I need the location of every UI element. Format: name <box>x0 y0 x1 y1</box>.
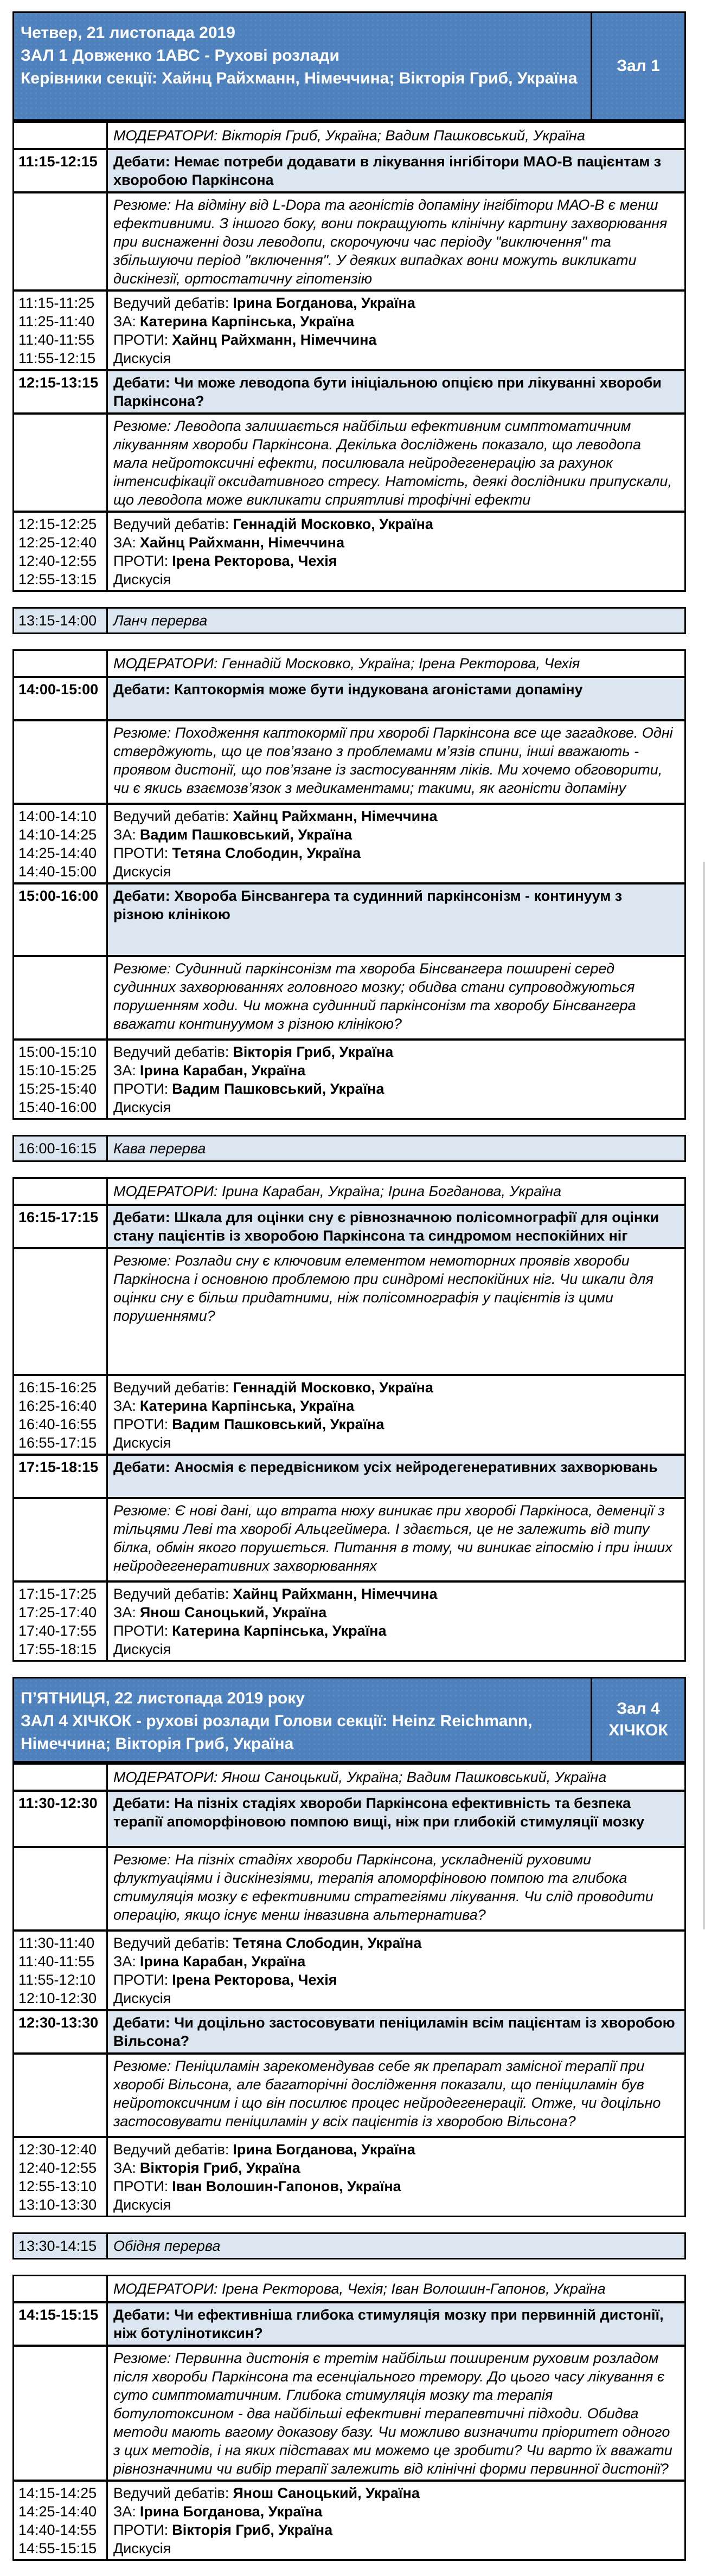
speaker-name: Катерина Карпінська, Україна <box>139 313 355 330</box>
debate-schedule-row <box>14 2136 684 2216</box>
role-label: Дискусія <box>113 350 171 366</box>
role-label: Ведучий дебатів: <box>113 808 229 824</box>
schedule-time: 14:00-14:10 <box>18 808 97 824</box>
schedule-entry <box>113 2177 676 2196</box>
speaker-name: Тетяна Слободин, Україна <box>172 845 361 861</box>
scrollbar-track[interactable] <box>703 862 705 1929</box>
debate-title-row <box>14 2009 684 2052</box>
schedule-entries <box>108 292 684 369</box>
speaker-name: Хайнц Райхманн, Німеччина <box>233 1586 438 1602</box>
schedule-time: 14:40-14:55 <box>18 2522 97 2538</box>
schedule-entry <box>113 1080 676 1098</box>
speaker-name: Геннадій Московко, Україна <box>233 516 433 532</box>
role-label: Ведучий дебатів: <box>113 516 229 532</box>
friday-afternoon-table <box>12 2275 686 2561</box>
schedule-time: 14:10-14:25 <box>18 827 97 843</box>
schedule-entry <box>113 2521 676 2539</box>
schedule-entry <box>113 807 676 825</box>
break-label: Кава перерва <box>113 1140 206 1157</box>
schedule-time: 11:30-11:40 <box>18 1935 95 1951</box>
schedule-time: 12:15-12:25 <box>18 516 97 532</box>
schedule-entry <box>113 2484 676 2502</box>
schedule-entries <box>108 1583 684 1660</box>
debate-title-row <box>14 1454 684 1497</box>
speaker-name: Ірина Карабан, Україна <box>139 1062 306 1079</box>
friday-hall-title: ЗАЛ 4 ХІЧКОК - рухові розлади Голови секції: Heinz Reichmann, Німеччина; Вікторія Гриб, Україна <box>21 1712 533 1753</box>
role-label: ПРОТИ: <box>113 2178 169 2194</box>
schedule-entry <box>113 1640 676 1658</box>
role-label: ПРОТИ: <box>113 1972 169 1988</box>
thursday-table <box>12 11 686 592</box>
schedule-entry <box>113 1934 676 1952</box>
schedule-time: 15:00-15:10 <box>18 1044 97 1060</box>
speaker-name: Тетяна Слободин, Україна <box>233 1935 422 1951</box>
schedule-times <box>14 1376 108 1454</box>
debate-title-row <box>14 676 684 719</box>
speaker-name: Вікторія Гриб, Україна <box>233 1044 394 1060</box>
schedule-time: 16:15-16:25 <box>18 1379 97 1396</box>
schedule-entry <box>113 331 676 349</box>
hall-badge: Зал 1 <box>591 13 684 119</box>
schedule-time: 11:15-11:25 <box>18 295 95 311</box>
speaker-name: Вікторія Гриб, Україна <box>139 2160 300 2176</box>
debate-schedule-row <box>14 1038 684 1118</box>
schedule-time: 14:55-15:15 <box>18 2540 97 2556</box>
thursday-section-chairs: Керівники секції: Хайнц Райхманн, Німеччина; Вікторія Гриб, Україна <box>21 69 578 87</box>
debate-time: 15:00-16:00 <box>14 885 108 955</box>
role-label: ЗА: <box>113 1398 136 1414</box>
schedule-entry <box>113 349 676 367</box>
friday-table <box>12 1677 686 2217</box>
schedule-time: 12:25-12:40 <box>18 534 97 551</box>
lunch-break-table <box>12 607 686 634</box>
schedule-time: 12:40-12:55 <box>18 2160 97 2176</box>
debate-summary-row <box>14 719 684 803</box>
empty-time-cell <box>14 193 108 289</box>
friday-header-text <box>14 1678 591 1761</box>
debate-time: 11:15-12:15 <box>14 150 108 191</box>
speaker-name: Хайнц Райхманн, Німеччина <box>172 332 377 348</box>
coffee-break-table <box>12 1135 686 1162</box>
schedule-entry <box>113 533 676 552</box>
debate-summary: Резюме: На відміну від L-Dopa та агоністів допаміну інгібітори МАО-В є менш ефективними. З іншого боку, вони покращують клінічну картину захворювання при виснаженні дози леводопи, скорочуючи час періоду "виключення" та збільшуючи період "включення". У деяких випадках вони можуть викликати дискінезії, ортостатичну гіпотензію <box>113 197 668 287</box>
empty-time-cell <box>14 1848 108 1929</box>
schedule-time: 16:40-16:55 <box>18 1416 97 1432</box>
schedule-entry <box>113 1378 676 1397</box>
empty-time-cell <box>14 2055 108 2136</box>
schedule-time: 12:55-13:10 <box>18 2178 97 2194</box>
debate-summary: Резюме: Первинна дистонія є третім найбільш поширеним руховим розладом після хвороби Паркінсона та есенціального тремору. До цього часу лікування є суто симптоматичним. Глибока стимуляція мозку та терапія ботулотоксином - два найбільші ефективні терапевтичні підходи. Обидва методи мають вагому доказову базу. Чи можливо визначити пріоритет одного з цих методів, і на яких підставах ми можемо це зробити? Чи варто їх вважати рівнозначними чи вибір терапії залежить від клінічні форми первинної дистонії? <box>113 2350 672 2477</box>
dinner-break-row <box>14 2234 684 2258</box>
schedule-entry <box>113 312 676 331</box>
schedule-times <box>14 1932 108 2009</box>
debate-title: Дебати: На пізніх стадіях хвороби Паркінсона ефективність та безпека терапії апоморфіновою помпою вищі, ніж при глибокій стимуляції мозку <box>108 1792 684 1846</box>
debate-summary-row <box>14 2345 684 2480</box>
schedule-entries <box>108 2138 684 2216</box>
role-label: ПРОТИ: <box>113 553 169 569</box>
break-time: 16:00-16:15 <box>14 1137 108 1160</box>
debate-summary: Резюме: Розлади сну є ключовим елементом немоторних проявів хвороби Паркіносна і основною проблемою при синдромі неспокійних ніг. Чи шкали для оцінки сну є більш придатними, ніж полісомнографія у пацієнтів із цими порушеннями? <box>113 1253 653 1324</box>
moderators-row <box>14 651 684 676</box>
schedule-entry <box>113 1603 676 1622</box>
debate-title: Дебати: Чи ефективніша глибока стимуляція мозку при первинній дистонії, ніж ботулінотиксин? <box>108 2303 684 2345</box>
schedule-entry <box>113 1061 676 1080</box>
moderators-text: МОДЕРАТОРИ: Янош Саноцький, Україна; Вадим Пашковський, Україна <box>113 1769 607 1785</box>
thursday-day-header <box>14 13 684 121</box>
debate-schedule-row <box>14 1929 684 2009</box>
schedule-time: 11:40-11:55 <box>18 1953 95 1970</box>
schedule-entry <box>113 1098 676 1116</box>
lunch-break-row <box>14 609 684 632</box>
debate-schedule-row <box>14 1580 684 1660</box>
coffee-break-row <box>14 1137 684 1160</box>
break-time: 13:15-14:00 <box>14 609 108 632</box>
debate-title-row <box>14 1790 684 1846</box>
schedule-time: 17:55-18:15 <box>18 1641 97 1657</box>
role-label: Ведучий дебатів: <box>113 2141 229 2158</box>
debate-summary-row <box>14 1846 684 1929</box>
role-label: ПРОТИ: <box>113 1081 169 1097</box>
empty-time-cell <box>14 1179 108 1204</box>
debate-summary-row <box>14 412 684 511</box>
debate-summary-row <box>14 1497 684 1580</box>
role-label: ПРОТИ: <box>113 2522 169 2538</box>
role-label: ПРОТИ: <box>113 332 169 348</box>
schedule-time: 11:40-11:55 <box>18 332 95 348</box>
debate-summary: Резюме: Леводопа залишається найбільш ефективним симптоматичним лікуванням хвороби Паркінсона. Декілька досліджень показало, що леводопа мала нейротоксичні ефекти, посилювала нейродегенерацію за рахунок інтенсифікації оксидативного стресу. Натомість, деякі дослідники припускали, що леводопа може викликати сприятливі трофічні ефекти <box>113 418 672 508</box>
schedule-time: 12:55-13:15 <box>18 571 97 587</box>
schedule-time: 14:25-14:40 <box>18 2503 97 2520</box>
schedule-entry <box>113 862 676 881</box>
role-label: ЗА: <box>113 534 136 551</box>
debate-title: Дебати: Чи може леводопа бути ініціальною опцією при лікуванні хвороби Паркінсона? <box>108 371 684 412</box>
schedule-time: 17:25-17:40 <box>18 1604 97 1621</box>
hall-badge: Зал 4 ХІЧКОК <box>591 1678 684 1761</box>
role-label: ПРОТИ: <box>113 1623 169 1639</box>
schedule-entry <box>113 552 676 570</box>
debate-schedule-row <box>14 2480 684 2559</box>
schedule-entries <box>108 513 684 590</box>
role-label: Дискусія <box>113 1099 171 1115</box>
moderators-row <box>14 121 684 148</box>
debate-time: 12:30-13:30 <box>14 2011 108 2052</box>
break-time: 13:30-14:15 <box>14 2234 108 2258</box>
speaker-name: Вадим Пашковський, Україна <box>172 1416 384 1432</box>
role-label: Дискусія <box>113 2540 171 2556</box>
debate-title-row <box>14 148 684 191</box>
debate-title: Дебати: Хвороба Бінсвангера та судинний паркінсонізм - континуум з різною клінікою <box>108 885 684 955</box>
thursday-afternoon-table <box>12 649 686 1120</box>
debate-summary-row <box>14 191 684 289</box>
schedule-entry <box>113 294 676 312</box>
schedule-entry <box>113 1434 676 1452</box>
schedule-entry <box>113 2159 676 2177</box>
debate-summary: Резюме: Судинний паркінсонізм та хвороба Бінсвангера поширені серед судинних захворюваннях головного мозку; обидва стани супроводжуються порушенням ходи. Чи можна судинний паркінсонізм та хворобу Бінсвангера вважати континуумом з різною клінікою? <box>113 960 636 1032</box>
moderators-row <box>14 1179 684 1204</box>
debate-title-row <box>14 1204 684 1247</box>
schedule-time: 15:25-15:40 <box>18 1081 97 1097</box>
debate-summary-row <box>14 2052 684 2136</box>
friday-day-header <box>14 1678 684 1762</box>
schedule-times <box>14 805 108 882</box>
break-label: Ланч перерва <box>113 612 208 629</box>
moderators-text: МОДЕРАТОРИ: Ірена Ректорова, Чехія; Іван Волошин-Гапонов, Україна <box>113 2281 606 2297</box>
debate-summary: Резюме: Є нові дані, що втрата нюху виникає при хворобі Паркіноса, деменції з тільцями Леві та хворобі Альцгеймера. І здається, це не залежить від типу білка, обмін якого порушється. Питання в тому, чи виникає гіпосмію і при інших нейродегенеративних захворюваннях <box>113 1502 672 1574</box>
empty-time-cell <box>14 1765 108 1790</box>
moderators-row <box>14 1762 684 1790</box>
role-label: Дискусія <box>113 1990 171 2006</box>
schedule-entry <box>113 2140 676 2159</box>
schedule-times <box>14 2482 108 2559</box>
speaker-name: Вікторія Гриб, Україна <box>172 2522 333 2538</box>
speaker-name: Ірина Богданова, Україна <box>233 2141 415 2158</box>
empty-time-cell <box>14 721 108 803</box>
empty-time-cell <box>14 2276 108 2301</box>
role-label: Дискусія <box>113 863 171 880</box>
moderators-text: МОДЕРАТОРИ: Ірина Карабан, Україна; Ірина Богданова, Україна <box>113 1183 562 1199</box>
debate-schedule-row <box>14 289 684 369</box>
speaker-name: Хайнц Райхманн, Німеччина <box>139 534 344 551</box>
thursday-hall-title: ЗАЛ 1 Довженко 1АВС - Рухові розлади <box>21 47 339 64</box>
speaker-name: Хайнц Райхманн, Німеччина <box>233 808 438 824</box>
speaker-name: Ірина Богданова, Україна <box>233 295 415 311</box>
schedule-entries <box>108 1376 684 1454</box>
thursday-evening-table <box>12 1177 686 1662</box>
speaker-name: Ірена Ректорова, Чехія <box>172 553 337 569</box>
moderators-row <box>14 2276 684 2301</box>
role-label: Ведучий дебатів: <box>113 1044 229 1060</box>
schedule-entry <box>113 844 676 862</box>
debate-title: Дебати: Шкала для оцінки сну є рівнозначною полісомнографії для оцінки стану пацієнтів із хворобою Паркінсона та синдромом неспокійних ніг <box>108 1206 684 1247</box>
speaker-name: Іван Волошин-Гапонов, Україна <box>172 2178 401 2194</box>
speaker-name: Вадим Пашковський, Україна <box>139 827 352 843</box>
schedule-time: 15:10-15:25 <box>18 1062 97 1079</box>
debate-title: Дебати: Аносмія є передвісником усіх нейродегенеративних захворювань <box>108 1456 684 1497</box>
empty-time-cell <box>14 1499 108 1580</box>
schedule-time: 17:40-17:55 <box>18 1623 97 1639</box>
role-label: Дискусія <box>113 1641 171 1657</box>
empty-time-cell <box>14 957 108 1038</box>
speaker-name: Катерина Карпінська, Україна <box>172 1623 387 1639</box>
schedule-time: 16:25-16:40 <box>18 1398 97 1414</box>
schedule-entry <box>113 1397 676 1415</box>
role-label: Дискусія <box>113 1435 171 1451</box>
schedule-entry <box>113 1585 676 1603</box>
schedule-time: 16:55-17:15 <box>18 1435 97 1451</box>
speaker-name: Ірена Ректорова, Чехія <box>172 1972 337 1988</box>
schedule-entry <box>113 1622 676 1640</box>
speaker-name: Катерина Карпінська, Україна <box>139 1398 355 1414</box>
speaker-name: Янош Саноцький, Україна <box>233 2485 420 2501</box>
debate-summary-row <box>14 1247 684 1374</box>
schedule-times <box>14 513 108 590</box>
schedule-time: 12:30-12:40 <box>18 2141 97 2158</box>
moderators-text: МОДЕРАТОРИ: Вікторія Гриб, Україна; Вадим Пашковський, Україна <box>113 127 585 144</box>
schedule-time: 14:15-14:25 <box>18 2485 97 2501</box>
schedule-times <box>14 2138 108 2216</box>
empty-time-cell <box>14 1249 108 1374</box>
empty-time-cell <box>14 123 108 148</box>
role-label: Дискусія <box>113 571 171 587</box>
debate-title-row <box>14 2301 684 2345</box>
schedule-time: 15:40-16:00 <box>18 1099 97 1115</box>
debate-time: 12:15-13:15 <box>14 371 108 412</box>
thursday-date: Четвер, 21 листопада 2019 <box>21 24 235 42</box>
role-label: Ведучий дебатів: <box>113 295 229 311</box>
role-label: ЗА: <box>113 1604 136 1621</box>
role-label: ПРОТИ: <box>113 1416 169 1432</box>
role-label: ЗА: <box>113 1953 136 1970</box>
debate-time: 11:30-12:30 <box>14 1792 108 1846</box>
schedule-entry <box>113 1989 676 2007</box>
schedule-entry <box>113 1952 676 1971</box>
schedule-entries <box>108 1041 684 1118</box>
schedule-time: 11:55-12:15 <box>18 350 96 366</box>
schedule-entry <box>113 2502 676 2521</box>
schedule-times <box>14 1583 108 1660</box>
schedule-time: 13:10-13:30 <box>18 2197 97 2213</box>
role-label: ЗА: <box>113 827 136 843</box>
debate-title-row <box>14 882 684 955</box>
schedule-entry <box>113 2196 676 2214</box>
schedule-entry <box>113 1415 676 1434</box>
debate-schedule-row <box>14 511 684 590</box>
conference-program-document <box>12 11 686 2576</box>
schedule-time: 12:40-12:55 <box>18 553 97 569</box>
speaker-name: Ірина Богданова, Україна <box>139 2503 323 2520</box>
empty-time-cell <box>14 2347 108 2480</box>
debate-summary: Резюме: На пізніх стадіях хвороби Паркінсона, ускладненій руховими флуктуаціями і дискінезіями, терапія апоморфіновою помпою та глибока стимуляція мозку є ефективними стратегіями лікування. Чи слід проводити операцію, якщо існує менш інвазивна альтернатива? <box>113 1851 653 1923</box>
schedule-entries <box>108 1932 684 2009</box>
dinner-break-table <box>12 2232 686 2259</box>
schedule-entries <box>108 805 684 882</box>
debate-title: Дебати: Каптокормія може бути індукована агоністами допаміну <box>108 678 684 719</box>
speaker-name: Ірина Карабан, Україна <box>139 1953 306 1970</box>
debate-title: Дебати: Немає потреби додавати в лікування інгібітори МАО-В пацієнтам з хворобою Паркінсона <box>108 150 684 191</box>
schedule-time: 17:15-17:25 <box>18 1586 97 1602</box>
schedule-entry <box>113 825 676 844</box>
debate-schedule-row <box>14 1374 684 1454</box>
schedule-entry <box>113 1043 676 1061</box>
speaker-name: Янош Саноцький, Україна <box>139 1604 327 1621</box>
schedule-entries <box>108 2482 684 2559</box>
thursday-header-text <box>14 13 591 119</box>
moderators-text: МОДЕРАТОРИ: Геннадій Московко, Україна; Ірена Ректорова, Чехія <box>113 655 580 672</box>
schedule-entry <box>113 2539 676 2558</box>
role-label: ЗА: <box>113 2160 136 2176</box>
debate-summary-row <box>14 955 684 1038</box>
schedule-times <box>14 292 108 369</box>
schedule-entry <box>113 515 676 533</box>
role-label: Дискусія <box>113 2197 171 2213</box>
schedule-entry <box>113 1971 676 1989</box>
empty-time-cell <box>14 415 108 511</box>
schedule-entry <box>113 570 676 589</box>
schedule-time: 14:40-15:00 <box>18 863 97 880</box>
role-label: ЗА: <box>113 2503 136 2520</box>
role-label: ЗА: <box>113 1062 136 1079</box>
speaker-name: Вадим Пашковський, Україна <box>172 1081 384 1097</box>
role-label: Ведучий дебатів: <box>113 2485 229 2501</box>
debate-schedule-row <box>14 803 684 882</box>
debate-summary: Резюме: Походження каптокормії при хворобі Паркінсона все ще загадкове. Одні стверджують, що це пов’язано з проблемами м’язів спини, інші вважають - проявом дистонії, що пов’язане із застосуванням ліків. Ми хочемо обговорити, чи є якись взаємозв’язок з медикаментами; такими, як агоністи допаміну <box>113 725 673 796</box>
debate-title-row <box>14 369 684 412</box>
role-label: ПРОТИ: <box>113 845 169 861</box>
debate-time: 16:15-17:15 <box>14 1206 108 1247</box>
role-label: Ведучий дебатів: <box>113 1935 229 1951</box>
debate-time: 17:15-18:15 <box>14 1456 108 1497</box>
schedule-times <box>14 1041 108 1118</box>
schedule-time: 11:55-12:10 <box>18 1972 96 1988</box>
debate-time: 14:00-15:00 <box>14 678 108 719</box>
schedule-time: 12:10-12:30 <box>18 1990 97 2006</box>
debate-title: Дебати: Чи доцільно застосовувати пеніциламін всім пацієнтам із хворобою Вільсона? <box>108 2011 684 2052</box>
schedule-time: 14:25-14:40 <box>18 845 97 861</box>
empty-time-cell <box>14 651 108 676</box>
break-label: Обідня перерва <box>113 2238 221 2254</box>
debate-time: 14:15-15:15 <box>14 2303 108 2345</box>
debate-summary: Резюме: Пеніциламін зарекомендував себе як препарат замісної терапії при хворобі Вільсона, але багаторічні дослідження показали, що пеніциламін був нейротоксичним і що він посилює процес нейродегенерації. Отже, чи доцільно застосовувати пеніциламін у всіх пацієнтів із хворобою Вільсона? <box>113 2058 661 2129</box>
role-label: ЗА: <box>113 313 136 330</box>
role-label: Ведучий дебатів: <box>113 1586 229 1602</box>
friday-date: П’ЯТНИЦЯ, 22 листопада 2019 року <box>21 1689 305 1707</box>
schedule-time: 11:25-11:40 <box>18 313 95 330</box>
speaker-name: Геннадій Московко, Україна <box>233 1379 433 1396</box>
role-label: Ведучий дебатів: <box>113 1379 229 1396</box>
